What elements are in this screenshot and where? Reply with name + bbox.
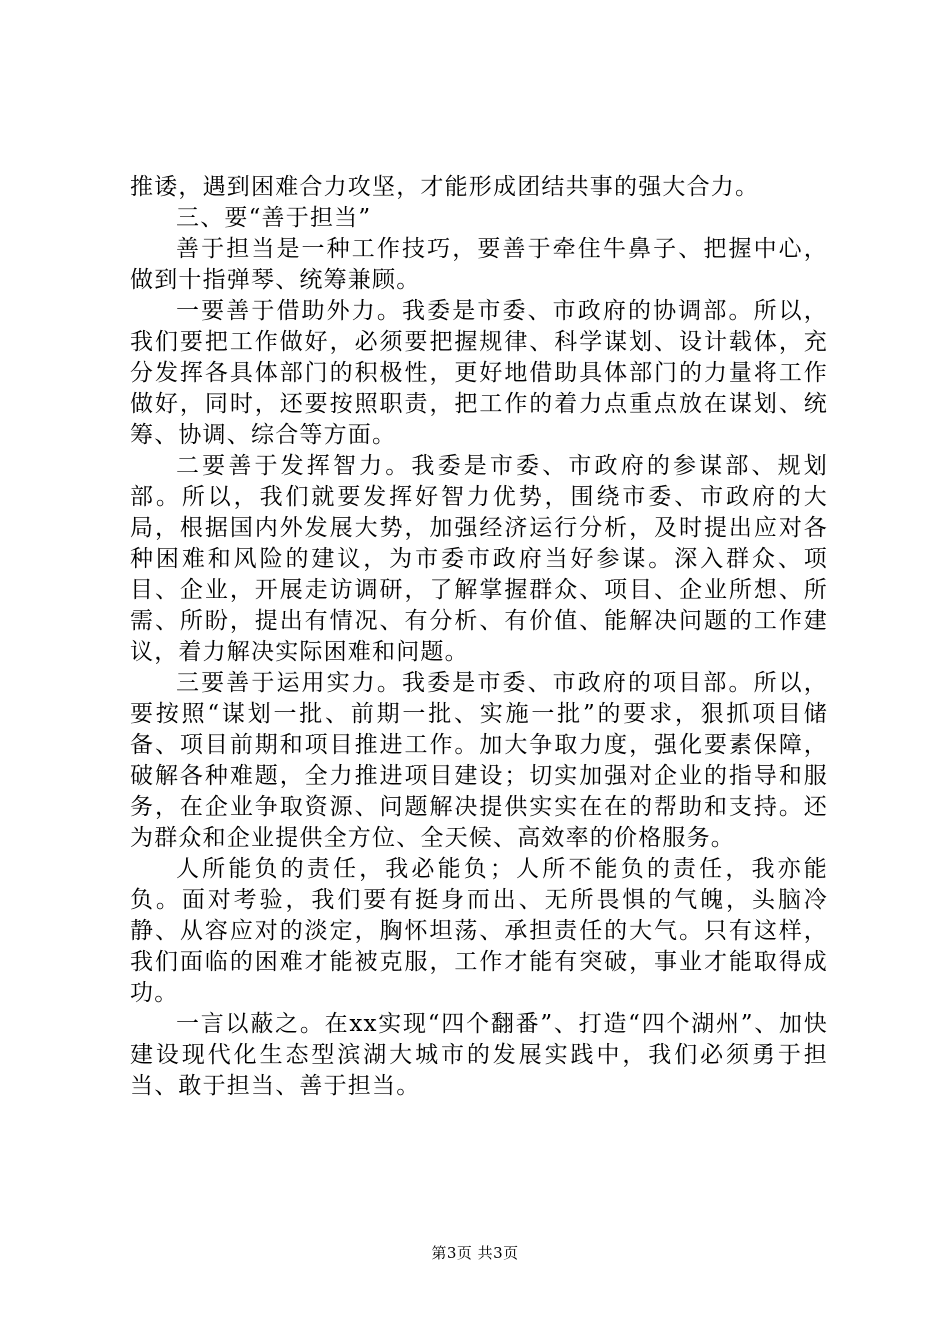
paragraph-intro: 善于担当是一种工作技巧，要善于牵住牛鼻子、把握中心，做到十指弹琴、统筹兼顾。 xyxy=(130,236,828,293)
section-heading: 三、要“善于担当” xyxy=(176,205,372,231)
paragraph-conclusion: 一言以蔽之。在xx实现“四个翻番”、打造“四个湖州”、加快建设现代化生态型滨湖大城市的发展实践中，我们必须勇于担当、敢于担当、善于担当。 xyxy=(130,1011,828,1099)
page-number-footer: 第3页 共3页 xyxy=(431,1244,519,1262)
paragraph-responsibility: 人所能负的责任，我必能负；人所不能负的责任，我亦能负。面对考验，我们要有挺身而出、无所畏惧的气魄，头脑冷静、从容应对的淡定，胸怀坦荡、承担责任的大气。只有这样，我们面临的困难才能被克服，工作才能有突破，事业才能取得成功。 xyxy=(130,856,828,1006)
document-body xyxy=(130,172,828,1102)
paragraph-point-two: 二要善于发挥智力。我委是市委、市政府的参谋部、规划部。所以，我们就要发挥好智力优势，围绕市委、市政府的大局，根据国内外发展大势，加强经济运行分析，及时提出应对各种困难和风险的建议，为市委市政府当好参谋。深入群众、项目、企业，开展走访调研，了解掌握群众、项目、企业所想、所需、所盼，提出有情况、有分析、有价值、能解决问题的工作建议，着力解决实际困难和问题。 xyxy=(130,453,828,665)
paragraph-point-three: 三要善于运用实力。我委是市委、市政府的项目部。所以，要按照“谋划一批、前期一批、实施一批”的要求，狠抓项目储备、项目前期和项目推进工作。加大争取力度，强化要素保障，破解各种难题，全力推进项目建设；切实加强对企业的指导和服务，在企业争取资源、问题解决提供实实在在的帮助和支持。还为群众和企业提供全方位、全天候、高效率的价格服务。 xyxy=(130,670,828,851)
paragraph-continuation: 推诿，遇到困难合力攻坚，才能形成团结共事的强大合力。 xyxy=(130,174,760,200)
paragraph-point-one: 一要善于借助外力。我委是市委、市政府的协调部。所以，我们要把工作做好，必须要把握规律、科学谋划、设计载体，充分发挥各具体部门的积极性，更好地借助具体部门的力量将工作做好，同时，还要按照职责，把工作的着力点重点放在谋划、统筹、协调、综合等方面。 xyxy=(130,298,828,448)
